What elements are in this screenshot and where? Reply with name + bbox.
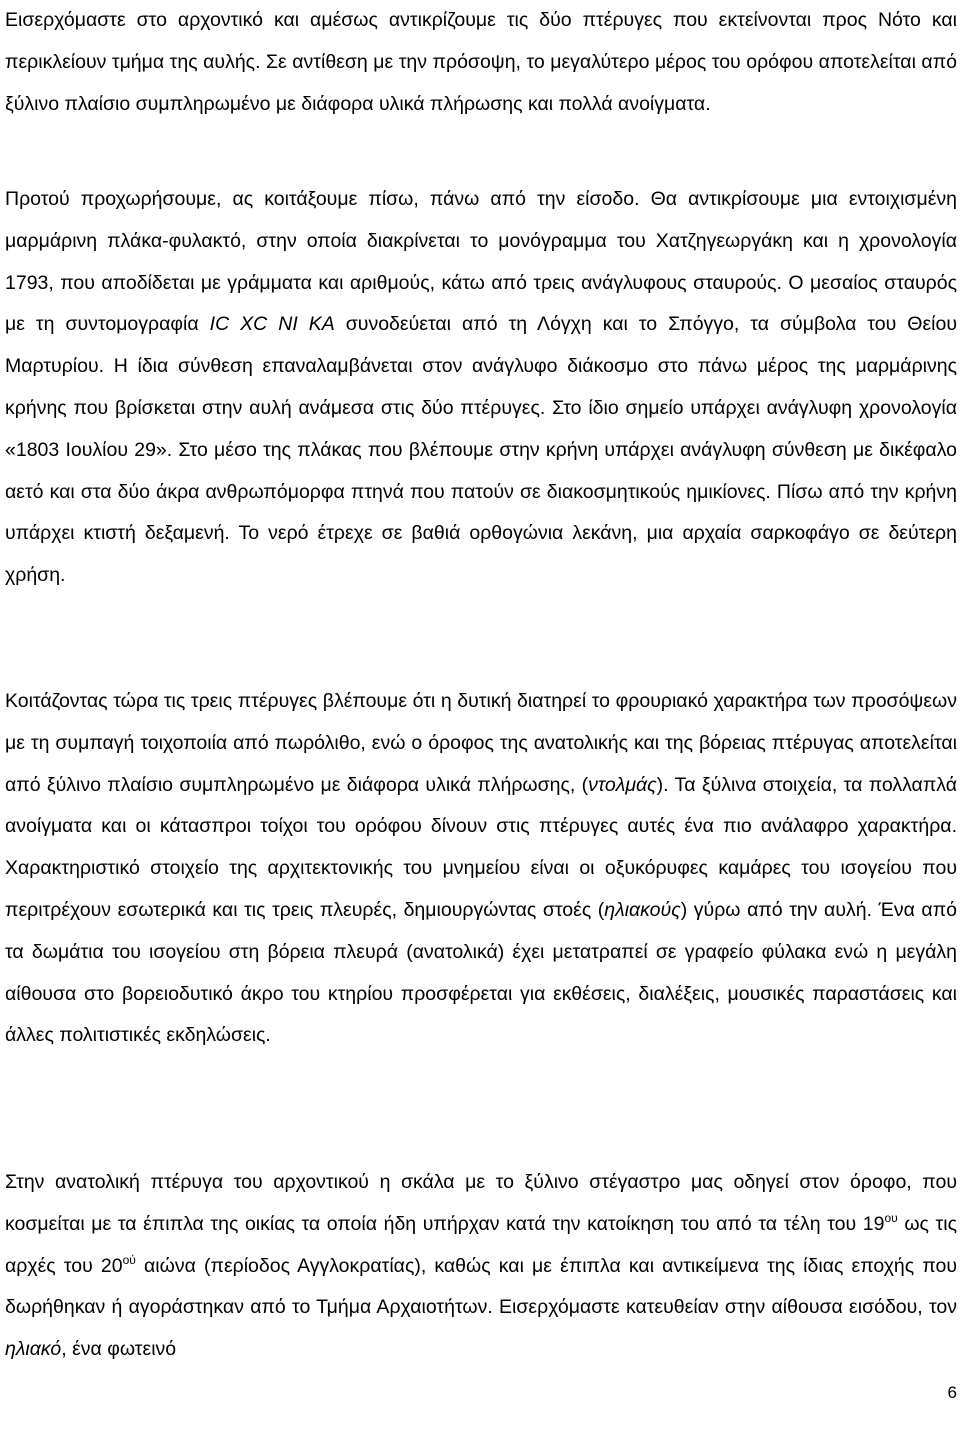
paragraph-text-segment: συνοδεύεται από τη Λόγχη και το Σπόγγο, τα σύμβολα του Θείου Μαρτυρίου. Η ίδια σύνθεση επαναλαμβάνεται στον ανάγλυφο διάκοσμο στο πάνω μέρος της μαρμάρινης κρήνης που βρίσκεται στην αυλή ανάμεσα στις δύο πτέρυγες. Στο ίδιο σημείο υπάρχει ανάγλυφη χρονολογία «1803 Ιουλίου 29». Στο μέσο της πλάκας που βλέπουμε στην κρήνη υπάρχει ανάγλυφη σύνθεση με δικέφαλο αετό και στα δύο άκρα ανθρωπόμορφα πτηνά που πατούν σε διακοσμητικούς ημικίονες. Πίσω από την κρήνη υπάρχει κτιστή δεξαμενή. Το νερό έτρεχε σε βαθιά ορθογώνια λεκάνη, μια αρχαία σαρκοφάγο σε δεύτερη χρήση. [5,313,957,587]
paragraph-courtyard-wings: Εισερχόμαστε στο αρχοντικό και αμέσως αντικρίζουμε τις δύο πτέρυγες που εκτείνονται προς Νότο και περικλείουν τμήμα της αυλής. Σε αντίθεση με την πρόσοψη, το μεγαλύτερο μέρος του ορόφου αποτελείται από ξύλινο πλαίσιο συμπληρωμένο με διάφορα υλικά πλήρωσης και πολλά ανοίγματα. [5,9,957,115]
paragraph-text-segment: ) γύρω από την αυλή. Ένα από τα δωμάτια του ισογείου στη βόρεια πλευρά (ανατολικά) έχει μετατραπεί σε γραφείο φύλακα ενώ η μεγάλη αίθουσα στο βορειοδυτικό άκρο του κτηρίου προσφέρεται για εκθέσεις, διαλέξεις, μουσικές παραστάσεις και άλλες πολιτιστικές εκδηλώσεις. [5,898,957,1047]
paragraph-text-segment: Προτού προχωρήσουμε, ας κοιτάξουμε πίσω, πάνω από την είσοδο. Θα αντικρίσουμε μια εντοιχισμένη μαρμάρινη πλάκα-φυλακτό, στην οποία διακρίνεται το μονόγραμμα του Χατζηγεωργάκη και η χρονολογία 1793, που αποδίδεται με γράμματα και αριθμούς, κάτω από τρεις ανάγλυφους σταυρούς. Ο μεσαίος σταυρός με τη συντομογραφία [5,188,957,336]
paragraph-text-segment: ως τις αρχές του 20 [5,1212,957,1277]
paragraph-east-wing-staircase [5,1162,957,1371]
paragraph-text-segment: ). Τα ξύλινα στοιχεία, τα πολλαπλά ανοίγματα και οι κάτασπροι τοίχοι του ορόφου δίνουν στις πτέρυγες αυτές ένα πιο ανάλαφρο χαρακτήρα. Χαρακτηριστικό στοιχείο της αρχιτεκτονικής του μνημείου είναι οι οξυκόρυφες καμάρες του ισογείου που περιτρέχουν εσωτερικά και τις τρεις πλευρές, δημιουργώντας στοές ( [5,773,957,921]
italic-abbreviation: IC XC NI KA [209,313,335,336]
paragraph-entrance-plaque [5,179,957,597]
paragraph-text-segment: Κοιτάζοντας τώρα τις τρεις πτέρυγες βλέπουμε ότι η δυτική διατηρεί το φρουριακό χαρακτήρα των προσόψεων με τη συμπαγή τοιχοποιία από πωρόλιθο, ενώ ο όροφος της ανατολικής και της βόρειας πτέρυγας αποτελείται από ξύλινο πλαίσιο συμπληρωμένο με διάφορα υλικά πλήρωσης, ( [5,690,957,796]
italic-term: ηλιακούς [604,898,681,921]
paragraph-text-segment: Στην ανατολική πτέρυγα του αρχοντικού η σκάλα με το ξύλινο στέγαστρο μας οδηγεί στον όροφο, που κοσμείται με τα έπιπλα της οικίας τα οποία ήδη υπήρχαν κατά την κατοίκηση του από τα τέλη του 19 [5,1171,957,1235]
paragraph-three-wings [5,681,957,1057]
page-number: 6 [947,1383,957,1402]
paragraph-text-segment: αιώνα (περίοδος Αγγλοκρατίας), καθώς και με έπιπλα και αντικείμενα της ίδιας εποχής που δωρήθηκαν ή αγοράστηκαν από το Τμήμα Αρχαιοτήτων. Εισερχόμαστε κατευθείαν στην αίθουσα εισόδου, τον [5,1254,958,1319]
italic-term: ηλιακό [5,1338,62,1361]
superscript-ordinal: ού [122,1252,136,1267]
italic-term: ντολμάς [588,773,657,796]
paragraph-text-segment: , ένα φωτεινό [61,1338,177,1361]
superscript-ordinal: ου [884,1210,898,1225]
